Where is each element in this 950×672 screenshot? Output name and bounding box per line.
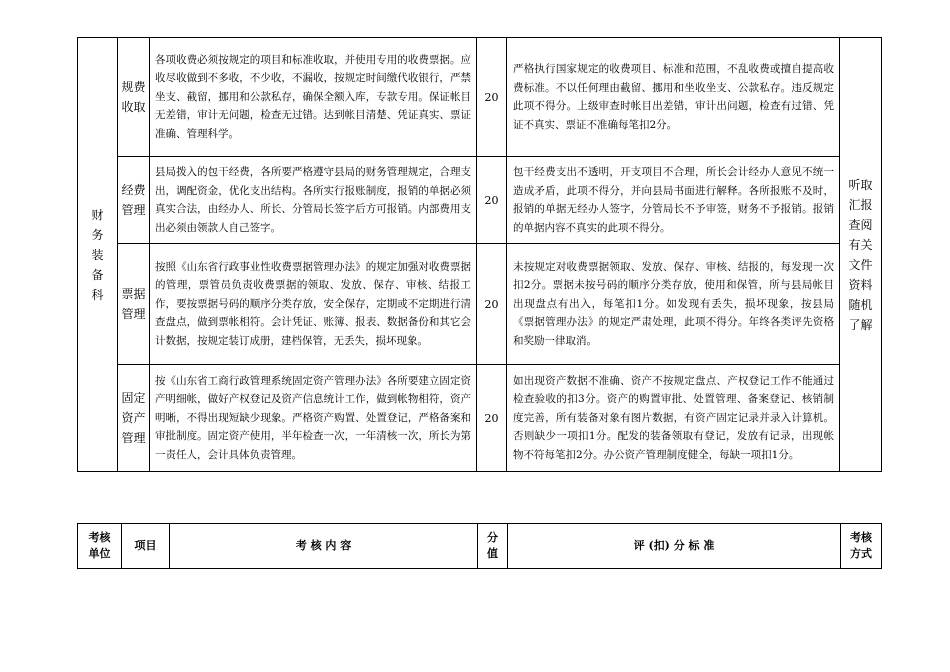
method-cell: 听取 汇报 查阅 有关 文件 资料 随机 了解 xyxy=(840,38,882,472)
score-cell: 20 xyxy=(477,365,507,472)
header-item: 项目 xyxy=(122,524,170,569)
item-cell: 固定 资产 管理 xyxy=(118,365,150,472)
criteria-cell: 未按规定对收费票据领取、发放、保存、审核、结报的，每发现一次扣2分。票据未按号码的顺序分类存放，使用和保管，所与县局帐目出现盘点有出入，每笔扣1分。如发现有丢失，损坏现象，按县局《票据管理办法》的规定严肃处理，此项不得分。年终各类评先资格和奖励一律取消。 xyxy=(507,244,840,365)
header-table xyxy=(77,523,882,569)
score-cell: 20 xyxy=(477,244,507,365)
table-row xyxy=(78,38,882,157)
unit-char: 务 xyxy=(91,227,104,242)
score-cell: 20 xyxy=(477,38,507,157)
unit-char: 备 xyxy=(91,267,104,282)
table-row xyxy=(78,244,882,365)
table-row xyxy=(78,365,882,472)
item-cell: 票据 管理 xyxy=(118,244,150,365)
criteria-cell: 严格执行国家规定的收费项目、标准和范围，不乱收费或擅自提高收费标准。不以任何理由截留、挪用和坐收坐支、公款私存。违反规定此项不得分。上级审查时帐目出差错，审计出问题，检查有过错、凭证不真实、票证不准确每笔扣2分。 xyxy=(507,38,840,157)
header-score: 分 值 xyxy=(478,524,508,569)
unit-char: 财 xyxy=(91,207,104,222)
item-cell: 经费 管理 xyxy=(118,157,150,244)
content-cell: 按《山东省工商行政管理系统固定资产管理办法》各所要建立固定资产明细帐，做好产权登记及资产信息统计工作，做到帐物相符，资产明晰，不得出现短缺少现象。严格资产购置、处置登记，严格备案和审批制度。固定资产使用，半年检查一次，一年清核一次，所长为第一责任人，会计具体负责管理。 xyxy=(150,365,477,472)
criteria-cell: 如出现资产数据不准确、资产不按规定盘点、产权登记工作不能通过检查验收的扣3分。资产的购置审批、处置管理、备案登记、核销制度完善，所有装备对象有图片数据，有资产固定记录并录入计算机。否则缺少一项扣1分。配发的装备领取有登记，发放有记录，出现帐物不符每笔扣2分。办公资产管理制度健全，每缺一项扣1分。 xyxy=(507,365,840,472)
content-cell: 各项收费必须按规定的项目和标准收取，并使用专用的收费票据。应收尽收做到不多收，不少收，不漏收，按规定时间缴代收银行，严禁坐支、截留，挪用和公款私存，确保全额入库，专款专用。保证帐目无差错，审计无问题，检查无过错。达到帐目清楚、凭证真实、票证准确、管理科学。 xyxy=(150,38,477,157)
criteria-cell: 包干经费支出不透明，开支项目不合理，所长会计经办人意见不统一造成矛盾，此项不得分，并向县局书面进行解释。各所报账不及时，报销的单据无经办人签字，分管局长不予审签，财务不予报销。报销的单据内容不真实的此项不得分。 xyxy=(507,157,840,244)
assessment-table xyxy=(77,37,882,472)
unit-cell xyxy=(78,38,118,472)
item-cell: 规费 收取 xyxy=(118,38,150,157)
header-unit: 考核 单位 xyxy=(78,524,122,569)
header-content: 考 核 内 容 xyxy=(170,524,478,569)
header-criteria: 评 (扣) 分 标 准 xyxy=(508,524,841,569)
header-row xyxy=(78,524,882,569)
score-cell: 20 xyxy=(477,157,507,244)
unit-char: 装 xyxy=(91,247,104,262)
content-cell: 县局拨入的包干经费，各所要严格遵守县局的财务管理规定，合理支出，调配资金，优化支出结构。各所实行报账制度，报销的单据必须真实合法，由经办人、所长、分管局长签字后方可报销。内部费用支出必须由领款人自己签字。 xyxy=(150,157,477,244)
table-row xyxy=(78,157,882,244)
header-method: 考核 方式 xyxy=(841,524,882,569)
unit-char: 科 xyxy=(91,287,104,302)
content-cell: 按照《山东省行政事业性收费票据管理办法》的规定加强对收费票据的管理，票管员负责收费票据的领取、发放、保存、审核、结报工作，要按票据号码的顺序分类存放，安全保存，定期或不定期进行清查盘点，做到票帐相符。会计凭证、账簿、报表、数据备份和其它会计数据，按规定装订成册，建档保管，无丢失，损坏现象。 xyxy=(150,244,477,365)
